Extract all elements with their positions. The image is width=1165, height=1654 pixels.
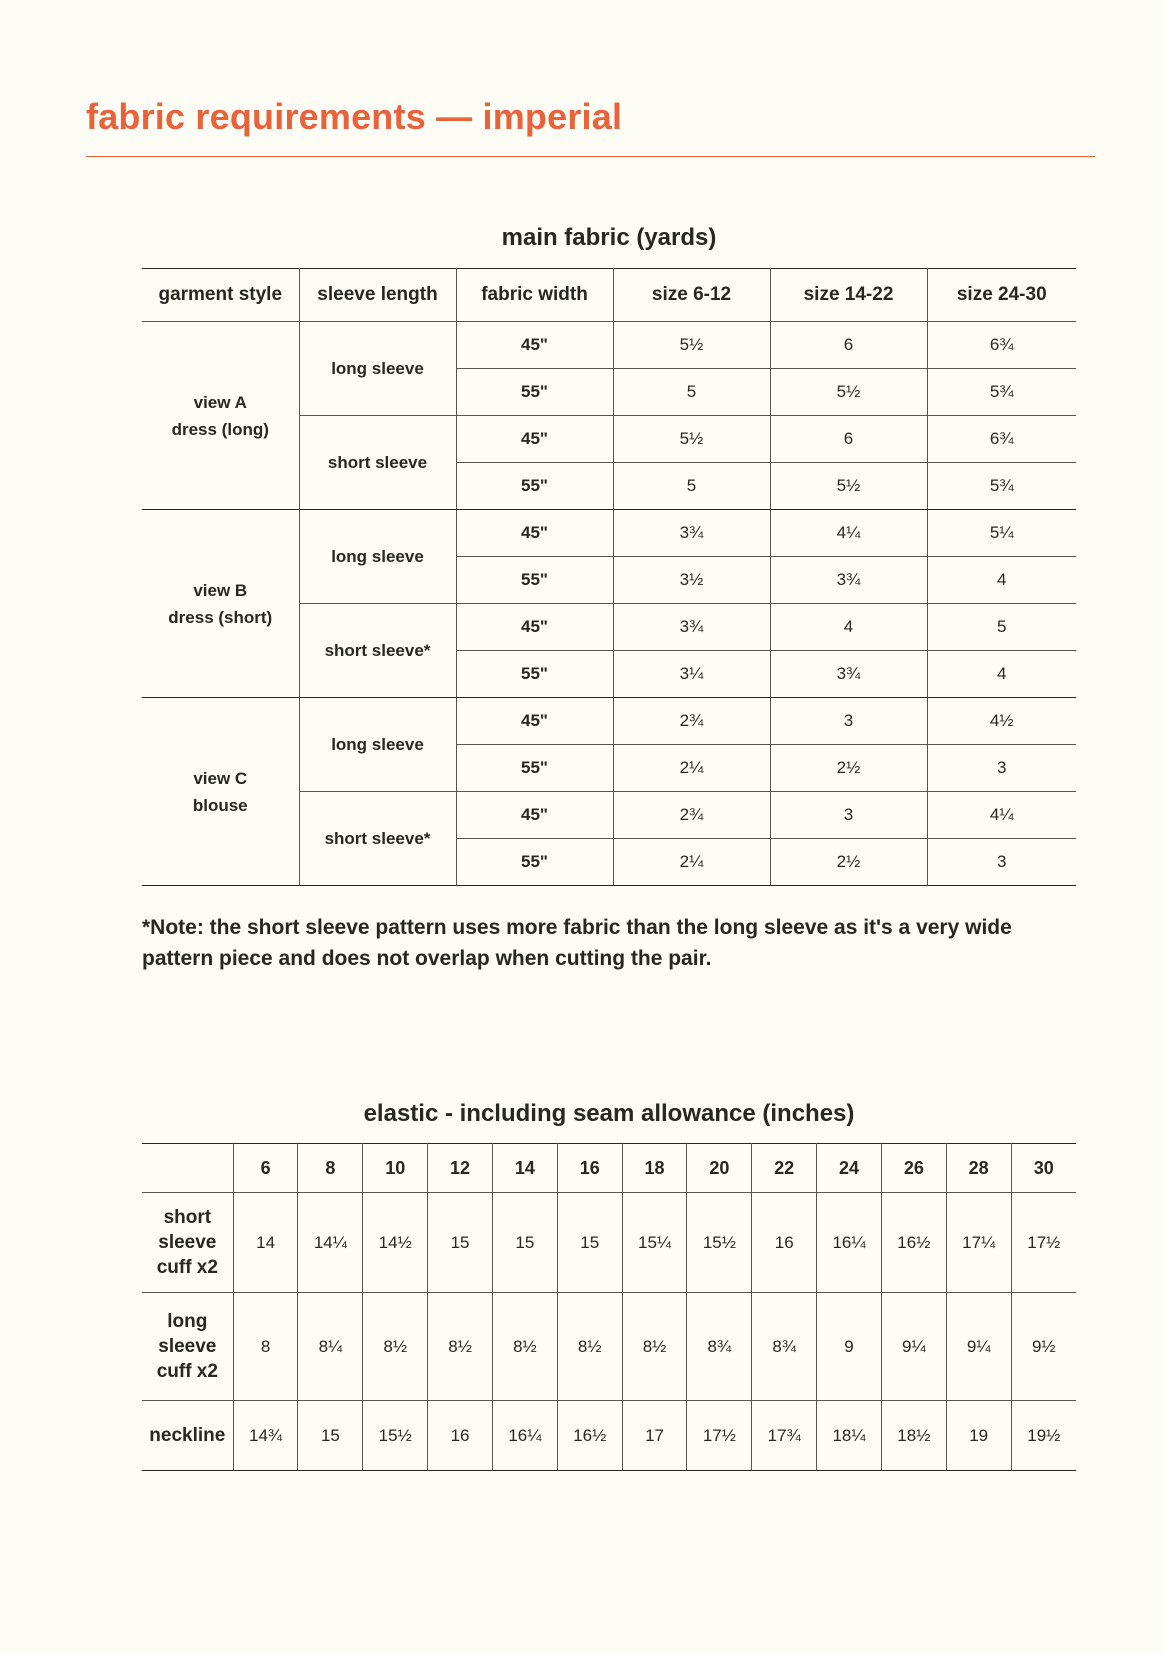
column-header: size 6-12 <box>613 269 770 322</box>
elastic-length-cell: 16 <box>428 1401 493 1471</box>
elastic-table <box>142 1143 1076 1471</box>
column-header: sleeve length <box>299 269 456 322</box>
garment-style-cell <box>142 322 299 510</box>
yardage-cell: 2¾ <box>613 698 770 745</box>
size-header: 28 <box>946 1144 1011 1193</box>
yardage-cell: 4¼ <box>927 792 1076 839</box>
yardage-cell: 5¾ <box>927 369 1076 416</box>
elastic-length-cell: 17 <box>622 1401 687 1471</box>
table-row <box>142 322 1076 369</box>
yardage-cell: 3 <box>770 792 927 839</box>
elastic-length-cell: 19 <box>946 1401 1011 1471</box>
elastic-length-cell: 8½ <box>557 1293 622 1401</box>
main-fabric-table <box>142 268 1076 886</box>
yardage-cell: 2¼ <box>613 745 770 792</box>
elastic-length-cell: 14 <box>233 1193 298 1293</box>
size-header: 12 <box>428 1144 493 1193</box>
sleeve-length-cell: short sleeve* <box>299 604 456 698</box>
yardage-cell: 5½ <box>770 369 927 416</box>
size-header-row <box>142 1144 1076 1193</box>
yardage-cell: 6¾ <box>927 322 1076 369</box>
sleeve-length-cell: long sleeve <box>299 510 456 604</box>
elastic-length-cell: 15 <box>298 1401 363 1471</box>
style-view-label: view C <box>193 768 248 788</box>
size-header: 14 <box>492 1144 557 1193</box>
yardage-cell: 5½ <box>613 416 770 463</box>
style-type-label: dress (short) <box>168 607 273 627</box>
column-header: size 24-30 <box>927 269 1076 322</box>
yardage-cell: 3¼ <box>613 651 770 698</box>
yardage-cell: 5 <box>613 369 770 416</box>
fabric-width-cell: 55" <box>456 557 613 604</box>
elastic-length-cell: 14½ <box>363 1193 428 1293</box>
yardage-cell: 3 <box>927 839 1076 886</box>
elastic-length-cell: 17¼ <box>946 1193 1011 1293</box>
sleeve-length-cell: short sleeve <box>299 416 456 510</box>
elastic-length-cell: 9¼ <box>881 1293 946 1401</box>
yardage-cell: 2¼ <box>613 839 770 886</box>
elastic-length-cell: 17½ <box>1011 1193 1076 1293</box>
yardage-cell: 5¼ <box>927 510 1076 557</box>
yardage-cell: 2½ <box>770 839 927 886</box>
row-label-line: cuff x2 <box>156 1361 218 1382</box>
yardage-cell: 4 <box>927 557 1076 604</box>
size-header: 30 <box>1011 1144 1076 1193</box>
header-row <box>142 269 1076 322</box>
elastic-length-cell: 8½ <box>363 1293 428 1401</box>
yardage-cell: 5½ <box>770 463 927 510</box>
elastic-length-cell: 15½ <box>687 1193 752 1293</box>
size-header: 16 <box>557 1144 622 1193</box>
sleeve-length-cell: long sleeve <box>299 322 456 416</box>
style-view-label: view A <box>193 392 247 412</box>
elastic-length-cell: 18½ <box>881 1401 946 1471</box>
yardage-cell: 3¾ <box>613 510 770 557</box>
row-label-line: neckline <box>149 1425 226 1446</box>
yardage-cell: 3½ <box>613 557 770 604</box>
elastic-length-cell: 14¾ <box>233 1401 298 1471</box>
garment-style-cell <box>142 698 299 886</box>
elastic-length-cell: 9 <box>817 1293 882 1401</box>
size-header: 10 <box>363 1144 428 1193</box>
fabric-width-cell: 45" <box>456 792 613 839</box>
garment-style-cell <box>142 510 299 698</box>
elastic-length-cell: 8½ <box>622 1293 687 1401</box>
yardage-cell: 3 <box>927 745 1076 792</box>
row-label <box>142 1193 233 1293</box>
yardage-cell: 4 <box>927 651 1076 698</box>
column-header: garment style <box>142 269 299 322</box>
elastic-row <box>142 1401 1076 1471</box>
elastic-length-cell: 8¾ <box>752 1293 817 1401</box>
elastic-length-cell: 9½ <box>1011 1293 1076 1401</box>
table-row <box>142 510 1076 557</box>
size-header: 22 <box>752 1144 817 1193</box>
yardage-cell: 6 <box>770 416 927 463</box>
elastic-length-cell: 15 <box>428 1193 493 1293</box>
yardage-cell: 3¾ <box>770 651 927 698</box>
yardage-cell: 3¾ <box>613 604 770 651</box>
elastic-length-cell: 16¼ <box>817 1193 882 1293</box>
fabric-width-cell: 45" <box>456 604 613 651</box>
elastic-length-cell: 9¼ <box>946 1293 1011 1401</box>
yardage-cell: 2¾ <box>613 792 770 839</box>
yardage-cell: 5½ <box>613 322 770 369</box>
column-header: fabric width <box>456 269 613 322</box>
sleeve-length-cell: long sleeve <box>299 698 456 792</box>
elastic-length-cell: 8¼ <box>298 1293 363 1401</box>
table-row <box>142 698 1076 745</box>
row-label-line: sleeve <box>158 1232 217 1253</box>
size-header: 8 <box>298 1144 363 1193</box>
fabric-width-cell: 55" <box>456 463 613 510</box>
elastic-length-cell: 15½ <box>363 1401 428 1471</box>
elastic-row <box>142 1293 1076 1401</box>
fabric-width-cell: 45" <box>456 698 613 745</box>
elastic-title: elastic - including seam allowance (inches) <box>363 1100 855 1127</box>
yardage-cell: 5 <box>927 604 1076 651</box>
elastic-length-cell: 17½ <box>687 1401 752 1471</box>
fabric-width-cell: 45" <box>456 416 613 463</box>
yardage-cell: 4½ <box>927 698 1076 745</box>
elastic-length-cell: 16½ <box>881 1193 946 1293</box>
row-label-line: long <box>167 1311 208 1332</box>
page-title: fabric requirements — imperial <box>86 96 623 137</box>
size-header: 24 <box>817 1144 882 1193</box>
column-header: size 14-22 <box>770 269 927 322</box>
fabric-width-cell: 55" <box>456 839 613 886</box>
yardage-cell: 3¾ <box>770 557 927 604</box>
style-view-label: view B <box>193 580 248 600</box>
elastic-length-cell: 18¼ <box>817 1401 882 1471</box>
main-fabric-title: main fabric (yards) <box>501 224 717 251</box>
fabric-width-cell: 55" <box>456 745 613 792</box>
size-header: 20 <box>687 1144 752 1193</box>
corner-cell <box>142 1144 233 1193</box>
row-label-line: short <box>163 1207 212 1228</box>
style-type-label: dress (long) <box>171 419 269 439</box>
fabric-width-cell: 45" <box>456 322 613 369</box>
size-header: 26 <box>881 1144 946 1193</box>
elastic-length-cell: 8 <box>233 1293 298 1401</box>
yardage-cell: 5 <box>613 463 770 510</box>
elastic-length-cell: 8½ <box>428 1293 493 1401</box>
fabric-width-cell: 45" <box>456 510 613 557</box>
elastic-length-cell: 17¾ <box>752 1401 817 1471</box>
yardage-cell: 4 <box>770 604 927 651</box>
title-divider <box>86 156 1095 157</box>
elastic-length-cell: 16 <box>752 1193 817 1293</box>
elastic-length-cell: 16½ <box>557 1401 622 1471</box>
fabric-width-cell: 55" <box>456 651 613 698</box>
elastic-length-cell: 15 <box>492 1193 557 1293</box>
fabric-width-cell: 55" <box>456 369 613 416</box>
elastic-length-cell: 19½ <box>1011 1401 1076 1471</box>
elastic-length-cell: 15¼ <box>622 1193 687 1293</box>
row-label <box>142 1293 233 1401</box>
row-label-line: cuff x2 <box>156 1257 218 1278</box>
elastic-length-cell: 16¼ <box>492 1401 557 1471</box>
yardage-cell: 2½ <box>770 745 927 792</box>
yardage-cell: 6 <box>770 322 927 369</box>
style-type-label: blouse <box>192 795 248 815</box>
yardage-cell: 4¼ <box>770 510 927 557</box>
elastic-row <box>142 1193 1076 1293</box>
sleeve-length-cell: short sleeve* <box>299 792 456 886</box>
row-label-line: sleeve <box>158 1336 217 1357</box>
yardage-cell: 6¾ <box>927 416 1076 463</box>
row-label <box>142 1401 233 1471</box>
size-header: 6 <box>233 1144 298 1193</box>
elastic-length-cell: 14¼ <box>298 1193 363 1293</box>
elastic-length-cell: 8½ <box>492 1293 557 1401</box>
elastic-length-cell: 15 <box>557 1193 622 1293</box>
size-header: 18 <box>622 1144 687 1193</box>
yardage-cell: 5¾ <box>927 463 1076 510</box>
yardage-cell: 3 <box>770 698 927 745</box>
elastic-length-cell: 8¾ <box>687 1293 752 1401</box>
footnote: *Note: the short sleeve pattern uses more fabric than the long sleeve as it's a very wide pattern piece and does not overlap when cutting the pair. <box>142 916 1012 970</box>
